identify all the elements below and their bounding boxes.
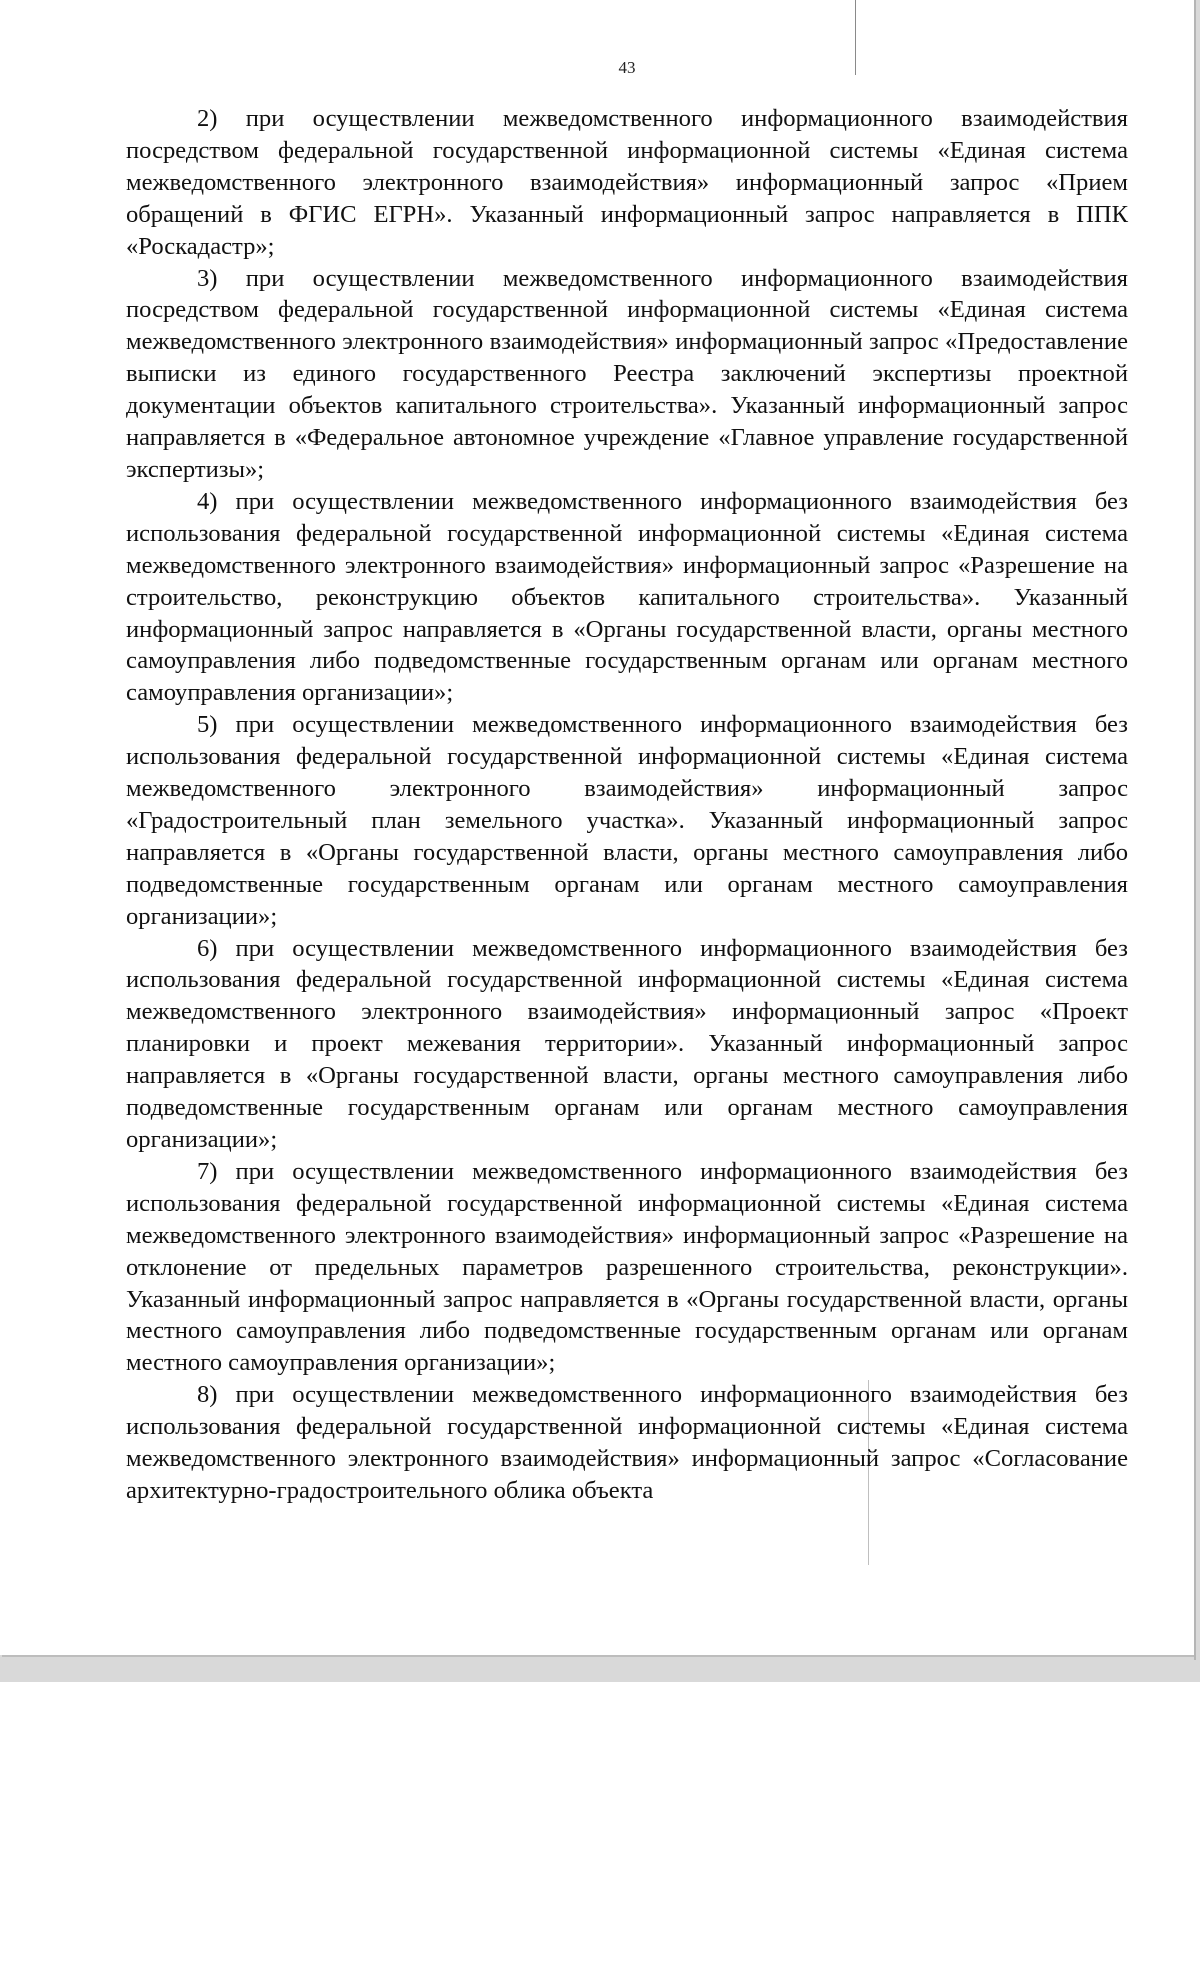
paragraph-item-2: 2) при осуществлении межведомственного информационного взаимодействия посредством федеральной государственной информационной системы «Единая система межведомственного электронного взаимодействия» информационный запрос «Прием обращений в ФГИС ЕГРН». Указанный информационный запрос направляется в ППК «Роскадастр»;	[126, 105, 1128, 260]
paragraph-item-3: 3) при осуществлении межведомственного информационного взаимодействия посредством федеральной государственной информационной системы «Единая система межведомственного электронного взаимодействия» информационный запрос «Предоставление выписки из единого государственного Реестра заключений экспертизы проектной документации объектов капитального строительства». Указанный информационный запрос направляется в «Федеральное автономное учреждение «Главное управление государственной экспертизы»;	[126, 264, 1128, 483]
document-body	[126, 103, 1128, 1507]
page-edge	[1194, 0, 1196, 1660]
paragraph-item-7: 7) при осуществлении межведомственного информационного взаимодействия без использования федеральной государственной информационной системы «Единая система межведомственного электронного взаимодействия» информационный запрос «Разрешение на отклонение от предельных параметров разрешенного строительства, реконструкции». Указанный информационный запрос направляется в «Органы государственной власти, органы местного самоуправления либо подведомственные государственным органам или органам местного самоуправления организации»;	[126, 1157, 1128, 1377]
paragraph-item-5: 5) при осуществлении межведомственного информационного взаимодействия без использования федеральной государственной информационной системы «Единая система межведомственного электронного взаимодействия» информационный запрос «Градостроительный план земельного участка». Указанный информационный запрос направляется в «Органы государственной власти, органы местного самоуправления либо подведомственные государственным органам или органам местного самоуправления организации»;	[126, 711, 1128, 930]
paragraph-item-4: 4) при осуществлении межведомственного информационного взаимодействия без использования федеральной государственной информационной системы «Единая система межведомственного электронного взаимодействия» информационный запрос «Разрешение на строительство, реконструкцию объектов капитального строительства». Указанный информационный запрос направляется в «Органы государственной власти, органы местного самоуправления либо подведомственные государственным органам или органам местного самоуправления организации»;	[126, 487, 1128, 707]
paragraph-item-8: 8) при осуществлении межведомственного информационного взаимодействия без использования федеральной государственной информационной системы «Единая система межведомственного электронного взаимодействия» информационный запрос «Согласование архитектурно-градостроительного облика объекта	[126, 1381, 1128, 1504]
page-number: 43	[618, 58, 636, 77]
paragraph-item-6: 6) при осуществлении межведомственного информационного взаимодействия без использования федеральной государственной информационной системы «Единая система межведомственного электронного взаимодействия» информационный запрос «Проект планировки и проект межевания территории». Указанный информационный запрос направляется в «Органы государственной власти, органы местного самоуправления либо подведомственные государственным органам или органам местного самоуправления организации»;	[126, 934, 1128, 1153]
